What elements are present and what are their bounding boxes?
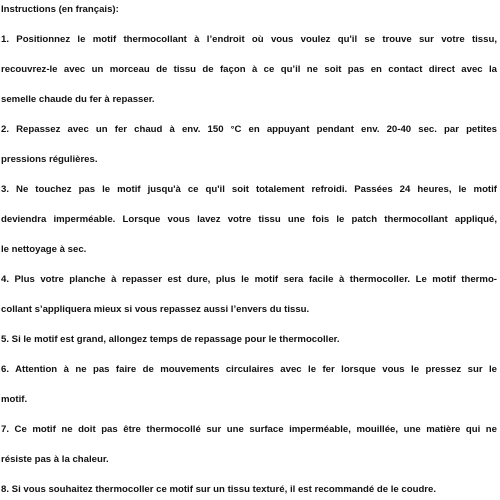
instruction-line-2: recouvrez-le avec un morceau de tissu de façon à ce qu’il ne soit pas en contact direct avec la	[1, 64, 497, 75]
instruction-line-8: le nettoyage à sec.	[1, 244, 87, 255]
instruction-line-6: 3. Ne touchez pas le motif jusqu'à ce qu'il soit totalement refroidi. Passées 24 heures, le motif	[1, 184, 497, 195]
instruction-line-11: 5. Si le motif est grand, allongez temps de repassage pour le thermocoller.	[1, 334, 340, 345]
instruction-line-9: 4. Plus votre planche à repasser est dure, plus le motif sera facile à thermocoller. Le motif thermo-	[1, 274, 497, 285]
instruction-line-14: 7. Ce motif ne doit pas être thermocollé sur une surface imperméable, mouillée, une matière qui ne	[1, 424, 497, 435]
instruction-line-1: 1. Positionnez le motif thermocollant à l’endroit où vous voulez qu'il se trouve sur votre tissu,	[1, 34, 497, 45]
instruction-line-15: résiste pas à la chaleur.	[1, 454, 109, 465]
instruction-line-13: motif.	[1, 394, 28, 405]
instruction-line-12: 6. Attention à ne pas faire de mouvements circulaires avec le fer lorsque vous le pressez sur le	[1, 364, 497, 375]
document-heading: Instructions (en français):	[1, 4, 119, 15]
instruction-line-10: collant s’appliquera mieux si vous repassez aussi l’envers du tissu.	[1, 304, 310, 315]
instruction-line-16: 8. Si vous souhaitez thermocoller ce motif sur un tissu texturé, il est recommandé de le coudre.	[1, 484, 437, 495]
instruction-line-5: pressions régulières.	[1, 154, 98, 165]
instruction-line-3: semelle chaude du fer à repasser.	[1, 94, 155, 105]
instruction-line-4: 2. Repassez avec un fer chaud à env. 150 °C en appuyant pendant env. 20-40 sec. par petites	[1, 124, 497, 135]
instruction-line-7: deviendra imperméable. Lorsque vous lavez votre tissu une fois le patch thermocollant appliqué,	[1, 214, 497, 225]
